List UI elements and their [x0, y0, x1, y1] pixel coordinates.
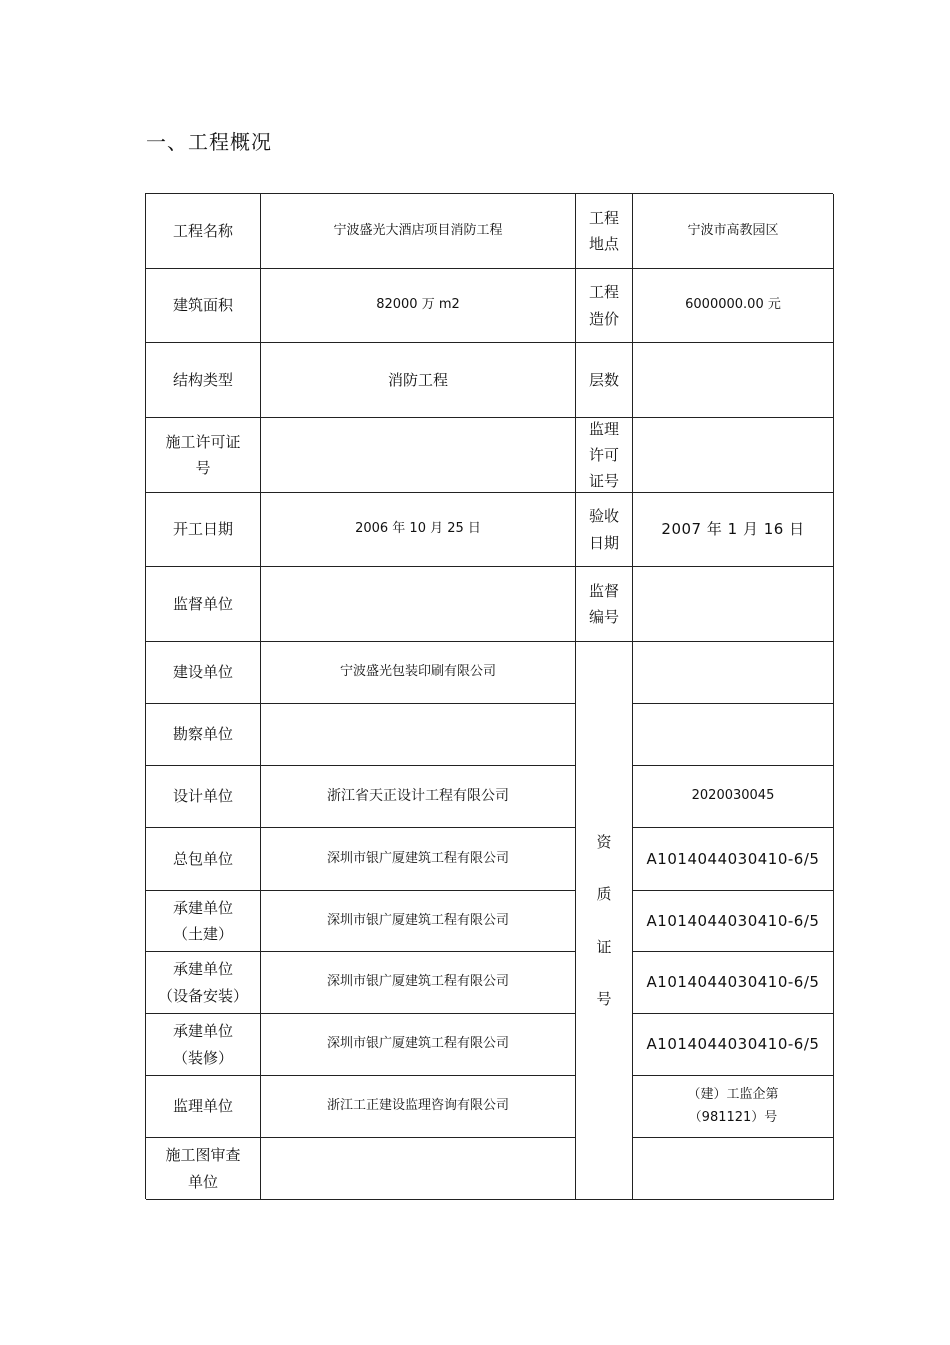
cert-line1: A1014044030410-6/5	[646, 849, 820, 868]
label-unit-line2: （设备安装）	[157, 986, 248, 1005]
cert-line1: A1014044030410-6/5	[646, 911, 820, 930]
value-floors	[633, 343, 834, 418]
value-unit-name: 深圳市银广厦建筑工程有限公司	[261, 1014, 576, 1076]
label-project-location: 工程地点	[576, 194, 633, 269]
value-unit-name	[261, 1138, 576, 1200]
value-unit-cert	[633, 1014, 834, 1076]
value-supervisory-unit	[261, 567, 576, 642]
qual-char-2: 质	[596, 885, 612, 904]
label-unit	[146, 704, 261, 766]
value-project-location: 宁波市高教园区	[633, 194, 834, 269]
label-unit-line2: （土建）	[172, 925, 233, 943]
value-start-date: 2006 年 10 月 25 日	[261, 493, 576, 567]
label-building-area: 建筑面积	[146, 269, 261, 343]
label-unit-line1: 承建单位	[172, 1022, 233, 1041]
value-unit-cert	[633, 828, 834, 891]
cert-line1: 2020030045	[691, 788, 775, 804]
label-qualification-cert	[576, 642, 633, 1200]
label-unit	[146, 1076, 261, 1138]
label-unit	[146, 828, 261, 891]
label-unit-line1: 施工图审查	[165, 1146, 241, 1165]
label-supervision-permit-line2: 证号	[588, 472, 619, 491]
label-unit-line1: 勘察单位	[172, 725, 233, 744]
label-unit-line1: 承建单位	[172, 898, 233, 917]
label-unit-line1: 总包单位	[172, 849, 233, 868]
cert-line1: A1014044030410-6/5	[646, 973, 820, 992]
value-supervision-permit	[633, 418, 834, 493]
value-construction-permit	[261, 418, 576, 493]
label-supervision-number: 监督编号	[576, 567, 633, 642]
label-floors: 层数	[576, 343, 633, 418]
value-unit-cert	[633, 1076, 834, 1138]
label-unit	[146, 952, 261, 1014]
cert-line1: （建）工监企第	[687, 1086, 779, 1102]
label-supervision-permit-line1: 监理许可	[588, 419, 619, 464]
label-supervision-permit	[576, 418, 633, 493]
value-unit-cert	[633, 1138, 834, 1200]
value-unit-name: 浙江工正建设监理咨询有限公司	[261, 1076, 576, 1138]
label-start-date: 开工日期	[146, 493, 261, 567]
value-supervision-number	[633, 567, 834, 642]
label-construction-permit-line1: 施工许可证	[165, 432, 241, 451]
label-supervisory-unit: 监督单位	[146, 567, 261, 642]
value-unit-name: 深圳市银广厦建筑工程有限公司	[261, 891, 576, 952]
label-unit-line1: 监理单位	[172, 1097, 233, 1116]
value-unit-name: 深圳市银广厦建筑工程有限公司	[261, 952, 576, 1014]
value-unit-name	[261, 704, 576, 766]
label-unit	[146, 891, 261, 952]
value-unit-cert	[633, 952, 834, 1014]
label-unit	[146, 1014, 261, 1076]
cert-line2: （981121）号	[688, 1109, 778, 1125]
label-construction-permit	[146, 418, 261, 493]
cert-line1: A1014044030410-6/5	[646, 1035, 820, 1054]
value-unit-cert	[633, 766, 834, 828]
label-structure-type: 结构类型	[146, 343, 261, 418]
value-project-name: 宁波盛光大酒店项目消防工程	[261, 194, 576, 269]
value-unit-cert	[633, 891, 834, 952]
label-project-name: 工程名称	[146, 194, 261, 269]
label-unit-line1: 建设单位	[172, 663, 233, 682]
value-unit-name: 深圳市银广厦建筑工程有限公司	[261, 828, 576, 891]
value-building-area: 82000 万 m2	[261, 269, 576, 343]
label-construction-permit-line2: 号	[195, 459, 211, 477]
label-unit	[146, 766, 261, 828]
label-unit-line2: 单位	[187, 1172, 218, 1191]
value-acceptance-date: 2007 年 1 月 16 日	[633, 493, 834, 567]
label-unit-line2: （装修）	[172, 1048, 233, 1067]
value-unit-name: 浙江省天正设计工程有限公司	[261, 766, 576, 828]
label-project-cost: 工程造价	[576, 269, 633, 343]
value-structure-type: 消防工程	[261, 343, 576, 418]
value-unit-cert	[633, 642, 834, 704]
qual-char-3: 证	[596, 937, 612, 956]
label-unit	[146, 1138, 261, 1200]
qual-char-4: 号	[596, 989, 612, 1008]
value-project-cost: 6000000.00 元	[633, 269, 834, 343]
label-unit-line1: 设计单位	[172, 787, 233, 806]
value-unit-cert	[633, 704, 834, 766]
section-heading: 一、工程概况	[146, 130, 272, 154]
value-unit-name: 宁波盛光包装印刷有限公司	[261, 642, 576, 704]
label-unit-line1: 承建单位	[172, 960, 233, 979]
project-overview-table	[145, 193, 833, 1199]
label-acceptance-date: 验收日期	[576, 493, 633, 567]
qual-char-1: 资	[596, 833, 612, 851]
label-unit	[146, 642, 261, 704]
